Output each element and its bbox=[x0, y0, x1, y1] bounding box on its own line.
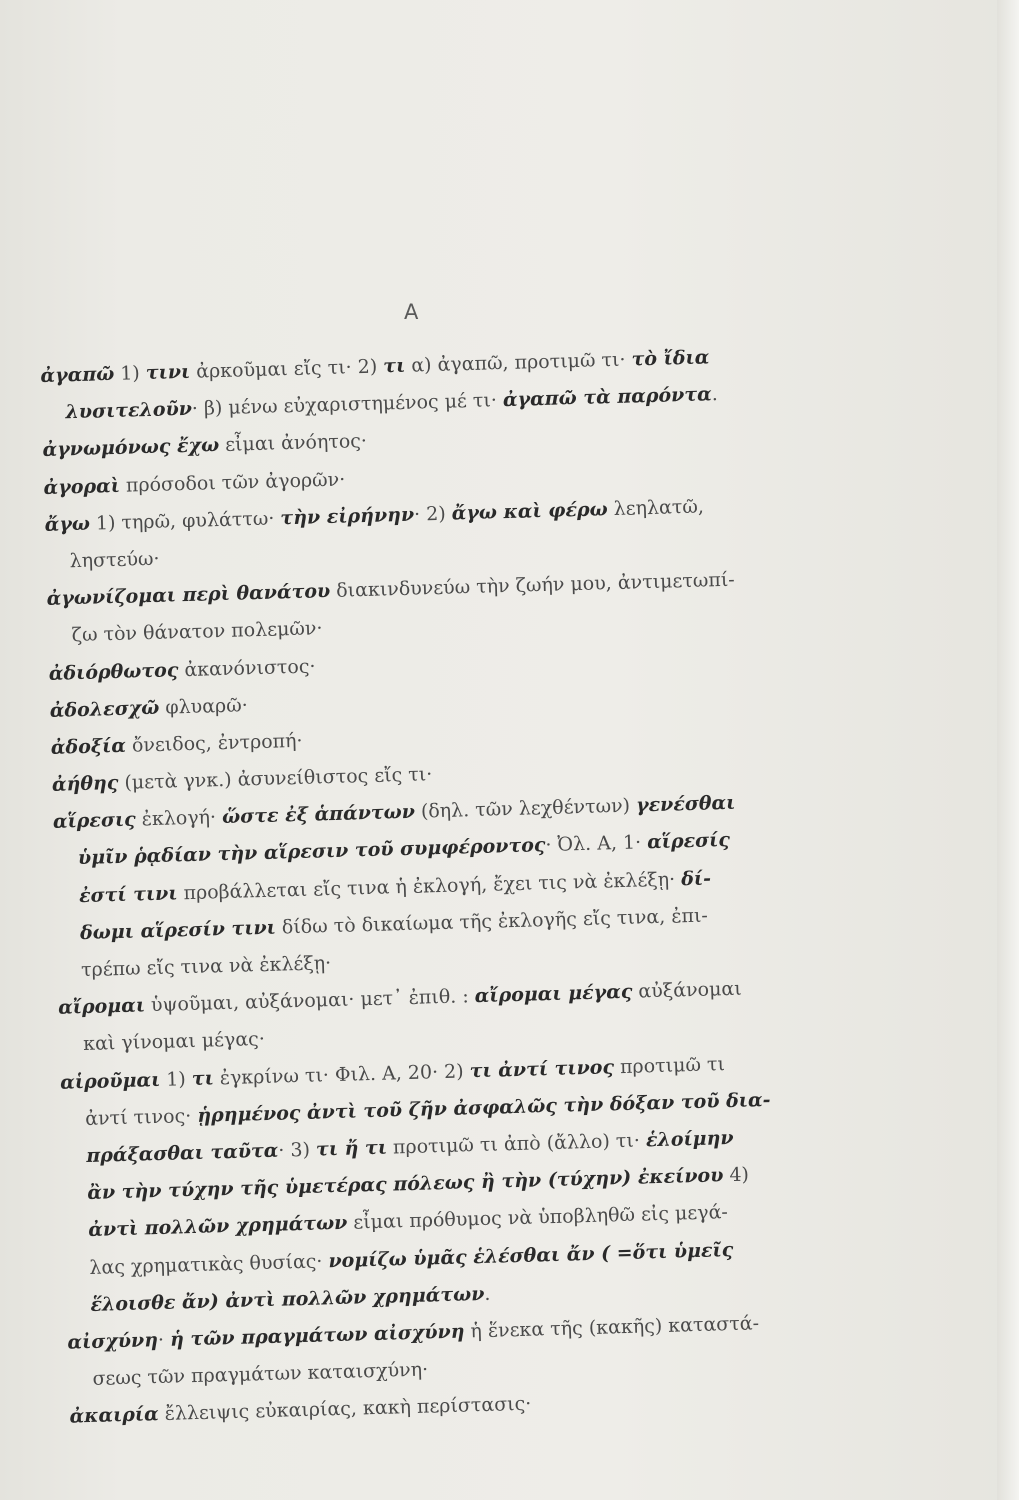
entry-line: ἀντὶ πολλῶν χρημάτων εἶμαι πρόθυμος νὰ ὑποβληθῶ εἰς μεγά- bbox=[88, 1201, 729, 1242]
entry-line: τρέπω εἴς τινα νὰ ἐκλέξῃ· bbox=[80, 952, 332, 982]
headword: ἀδοξία bbox=[50, 734, 127, 759]
entry-line: λυσιτελοῦν· β) μένω εὐχαριστημένος μέ τι· ἀγαπῶ τὰ παρόντα. bbox=[65, 383, 719, 424]
entry-line: ἕλοισθε ἄν) ἀντὶ πολλῶν χρημάτων. bbox=[90, 1282, 491, 1316]
entry-line: ἄγω 1) τηρῶ, φυλάττω· τὴν εἰρήνην· 2) ἄγω καὶ φέρω λεηλατῶ, bbox=[44, 495, 705, 536]
headword: ἀγοραὶ bbox=[43, 474, 121, 499]
entry-line: καὶ γίνομαι μέγας· bbox=[82, 1028, 266, 1056]
entry-line: ἀγαπῶ 1) τινι ἀρκοῦμαι εἴς τι· 2) τι α) ἀγαπῶ, προτιμῶ τι· τὸ ἴδια bbox=[40, 346, 710, 387]
headword: ἄγω bbox=[44, 512, 91, 536]
headword: ἀγωνίζομαι περὶ θανάτου bbox=[46, 580, 331, 611]
headword: ἀγνωμόνως ἔχω bbox=[42, 434, 220, 462]
entry-line: ζω τὸν θάνατον πολεμῶν· bbox=[71, 617, 323, 647]
headword: αἵρεσις bbox=[52, 808, 137, 834]
headword: ἀδολεσχῶ bbox=[49, 696, 160, 722]
page-edge bbox=[997, 0, 1019, 1500]
headword: ἀγαπῶ bbox=[40, 362, 115, 387]
entry-line: ἀδοξία ὄνειδος, ἐντροπή· bbox=[50, 729, 303, 759]
glossary-entries bbox=[40, 335, 900, 1436]
entry-line: ἂν τὴν τύχην τῆς ὑμετέρας πόλεως ἢ τὴν (τύχην) ἐκείνου 4) bbox=[87, 1163, 750, 1205]
entry-line: αἵρεσις ἐκλογή· ὥστε ἐξ ἁπάντων (δηλ. τῶν λεχθέντων) γενέσθαι bbox=[52, 792, 736, 834]
headword: αἴρομαι bbox=[57, 994, 146, 1019]
entry-line: ὑμῖν ῥᾳδίαν τὴν αἵρεσιν τοῦ συμφέροντος· Ὀλ. Α, 1· αἵρεσίς bbox=[77, 829, 731, 870]
entry-line: ἀήθης (μετὰ γνκ.) ἀσυνείθιστος εἴς τι· bbox=[51, 763, 433, 796]
entry-line: πράξασθαι ταῦτα· 3) τι ἤ τι προτιμῶ τι ἀπὸ (ἄλλο) τι· ἑλοίμην bbox=[85, 1126, 734, 1167]
entry-line: ἀδολεσχῶ φλυαρῶ· bbox=[49, 694, 248, 722]
headword: αἱροῦμαι bbox=[59, 1068, 161, 1094]
headword: ἀκαιρία bbox=[69, 1403, 159, 1428]
headword: ἀήθης bbox=[51, 772, 119, 796]
letter-heading: Α bbox=[404, 300, 419, 324]
entry-line: ἐστί τινι προβάλλεται εἴς τινα ἡ ἐκλογή, ἔχει τις νὰ ἐκλέξῃ· δί- bbox=[78, 867, 712, 907]
entry-line: αἰσχύνη· ἡ τῶν πραγμάτων αἰσχύνη ἡ ἕνεκα τῆς (κακῆς) καταστά- bbox=[67, 1312, 760, 1354]
entry-line: σεως τῶν πραγμάτων καταισχύνη· bbox=[92, 1358, 429, 1390]
entry-line: ἀδιόρθωτος ἀκανόνιστος· bbox=[48, 654, 316, 685]
entry-line: ἀγωνίζομαι περὶ θανάτου διακινδυνεύω τὴν ζωήν μου, ἀντιμετωπί- bbox=[46, 568, 735, 611]
entry-line: ἀγοραὶ πρόσοδοι τῶν ἀγορῶν· bbox=[43, 468, 346, 499]
entry-line: δωμι αἵρεσίν τινι δίδω τὸ δικαίωμα τῆς ἐκλογῆς εἴς τινα, ἐπι- bbox=[79, 904, 709, 944]
entry-line: αἴρομαι ὑψοῦμαι, αὐξάνομαι· μετ᾽ ἐπιθ. : αἴρομαι μέγας αὐξάνομαι bbox=[57, 977, 742, 1019]
entry-line: ληστεύω· bbox=[69, 547, 160, 573]
entry-line: ἀντί τινος· ᾑρημένος ἀντὶ τοῦ ζῆν ἀσφαλῶς τὴν δόξαν τοῦ δια- bbox=[84, 1088, 771, 1130]
headword: ἀδιόρθωτος bbox=[48, 658, 179, 685]
entry-line: αἱροῦμαι 1) τι ἐγκρίνω τι· Φιλ. Α, 20· 2) τι ἀντί τινος προτιμῶ τι bbox=[59, 1052, 726, 1094]
entry-line: ἀγνωμόνως ἔχω εἶμαι ἀνόητος· bbox=[42, 430, 368, 462]
entry-line: λας χρηματικὰς θυσίας· νομίζω ὑμᾶς ἑλέσθαι ἄν ( =ὅτι ὑμεῖς bbox=[89, 1238, 734, 1279]
headword: αἰσχύνη bbox=[67, 1328, 159, 1354]
entry-line: ἀκαιρία ἔλλειψις εὐκαιρίας, κακὴ περίστασις· bbox=[69, 1392, 532, 1428]
